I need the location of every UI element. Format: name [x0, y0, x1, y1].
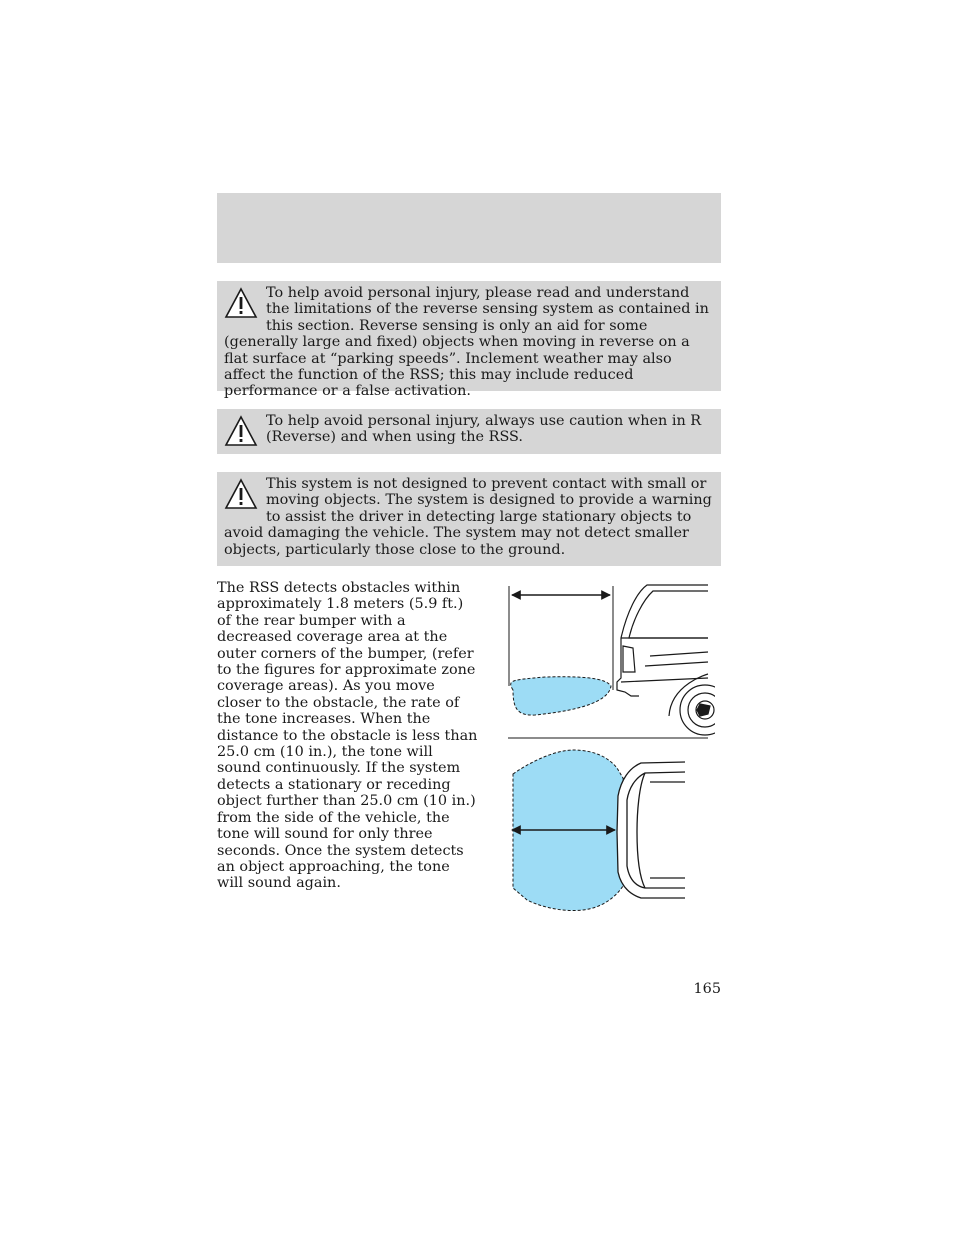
warning-triangle-icon — [224, 287, 258, 319]
warning-text: To help avoid personal injury, please read and understand the limitations of the reverse sensing system as contained in this section. Reverse sensing is only an aid for some (generally large and fixed) objects when moving in reverse on a flat surface at “parking speeds”. Inclement weather may also affect the function of the RSS; this may include reduced performance or a false activation. — [224, 285, 709, 400]
section-header-band — [217, 193, 721, 263]
warning-text: This system is not designed to prevent contact with small or moving objects. The system is designed to provide a warning to assist the driver in detecting large stationary objects to avoid damaging the vehicle. The system may not detect smaller objects, particularly those close to the ground. — [224, 476, 712, 558]
rss-description: The RSS detects obstacles within approximately 1.8 meters (5.9 ft.) of the rear bumper with a decreased coverage area at the outer corners of the bumper, (refer to the figures for approximate zone coverage areas). As you move closer to the obstacle, the rate of the tone increases. When the distance to the obstacle is less than 25.0 cm (10 in.), the tone will sound continuously. If the system detects a stationary or receding object further than 25.0 cm (10 in.) from the side of the vehicle, the tone will sound for only three seconds. Once the system detects an object approaching, the tone will sound again. — [217, 580, 478, 892]
page-number: 165 — [693, 981, 721, 997]
vehicle-side-icon — [617, 585, 715, 735]
vehicle-top-icon — [617, 762, 685, 898]
warning-triangle-icon — [224, 478, 258, 510]
warning-box-small-objects — [217, 472, 721, 566]
detection-zone-side — [511, 677, 611, 715]
warning-triangle-icon — [224, 415, 258, 447]
warning-box-caution-reverse — [217, 409, 721, 454]
side-view-diagram — [508, 585, 715, 738]
warning-text: To help avoid personal injury, always use caution when in R (Reverse) and when using the RSS. — [266, 413, 702, 446]
top-view-diagram — [512, 750, 685, 911]
warning-box-limitations — [217, 281, 721, 400]
rss-coverage-figure — [505, 582, 715, 917]
